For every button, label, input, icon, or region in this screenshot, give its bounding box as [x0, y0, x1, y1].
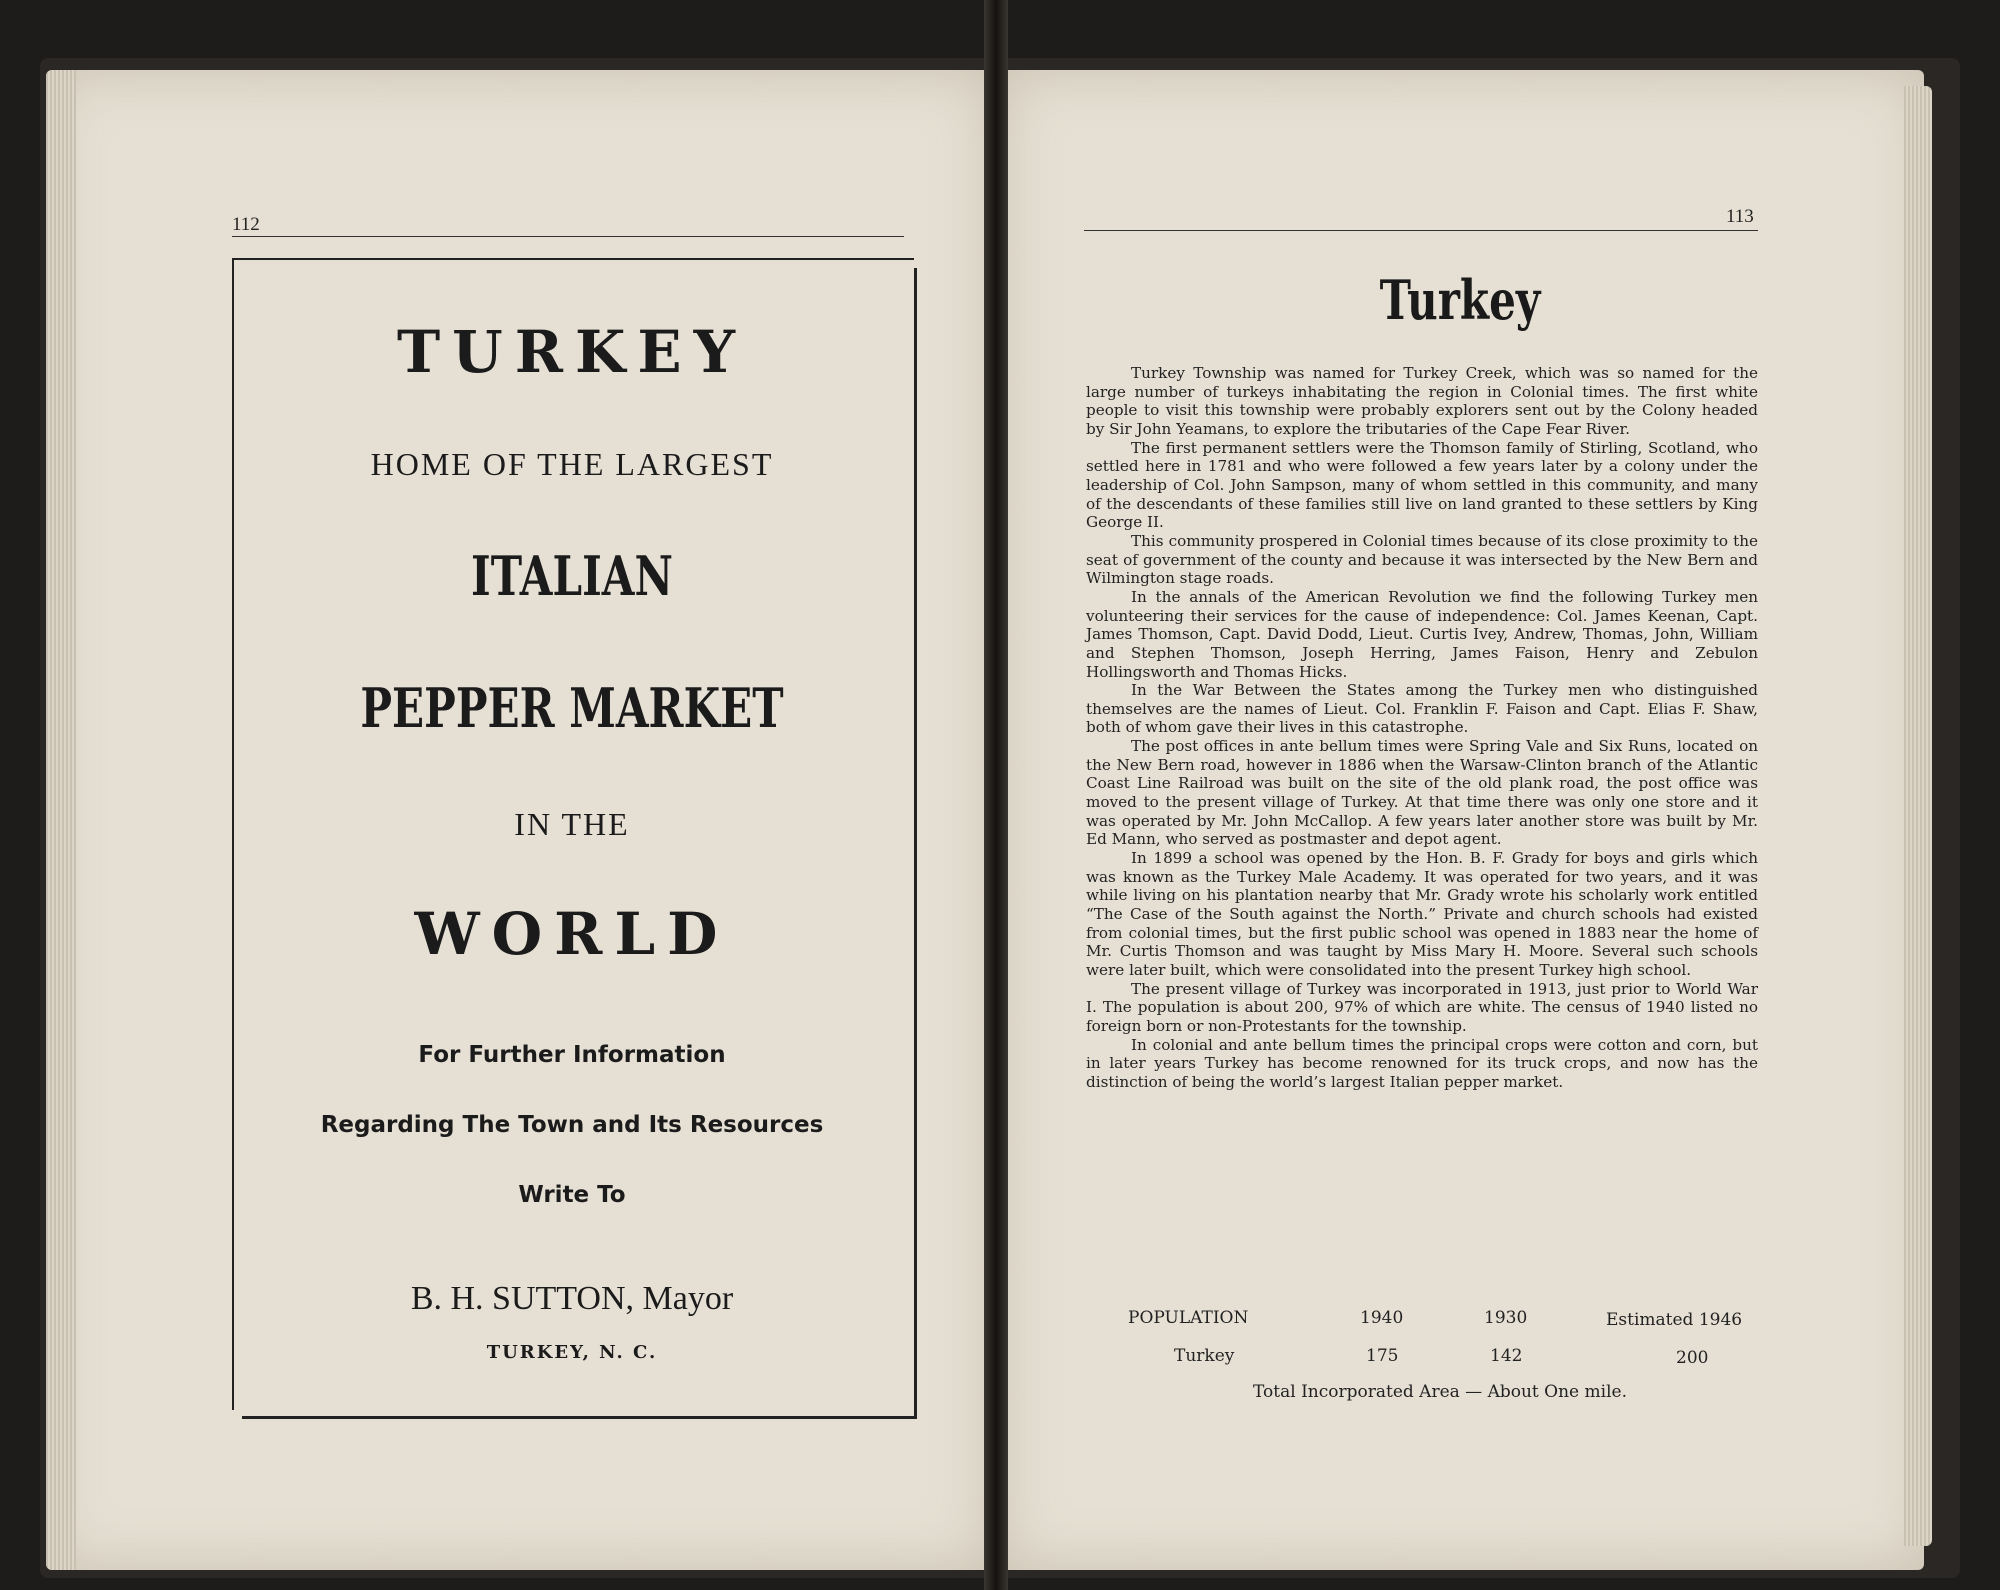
article-body — [1086, 364, 1758, 1092]
article-title: Turkey — [1379, 268, 1541, 332]
population-row-label: Turkey — [1174, 1346, 1235, 1366]
paragraph: The first permanent settlers were the Thomson family of Stirling, Scotland, who settled here in 1781 and who were followed a few years later by a colony under the leadership of Col. John Sampson, many of whom settled in this community, and many of the descendants of these families still live on land granted to these settlers by King George II. — [1086, 438, 1758, 532]
paragraph: In the annals of the American Revolution we find the following Turkey men volunteering their services for the cause of independence: Col. James Keenan, Capt. James Thomson, Capt. David Dodd, Lieut. Curtis Ivey, Andrew, Thomas, John, William and Stephen Thomson, Joseph Herring, James Faison, Henry and Zebulon Hollingsworth and Thomas Hicks. — [1086, 587, 1758, 681]
area-note: Total Incorporated Area — About One mile. — [1253, 1382, 1627, 1402]
population-label: POPULATION — [1128, 1308, 1249, 1328]
ad-world: WORLD — [414, 900, 730, 968]
population-value-1946: 200 — [1676, 1348, 1709, 1368]
ad-info-line: For Further Information — [418, 1042, 726, 1068]
ad-mayor-name: B. H. SUTTON, Mayor — [410, 1280, 734, 1317]
population-year-1946: Estimated 1946 — [1606, 1310, 1743, 1330]
advertisement-box-shadow — [242, 268, 917, 1419]
ad-title: TURKEY — [397, 318, 747, 386]
ad-pepper-market: PEPPER MARKET — [360, 676, 784, 740]
paragraph: The post offices in ante bellum times were Spring Vale and Six Runs, located on the New Bern road, however in 1886 when the Warsaw-Clinton branch of the Atlantic Coast Line Railroad was built on the site of the old plank road, the post office was moved to the present village of Turkey. At that time there was only one store and it was operated by Mr. John McCallop. A few years later another store was built by Mr. Ed Mann, who served as postmaster and depot agent. — [1086, 737, 1758, 849]
book-gutter — [984, 0, 1008, 1590]
ad-subtitle: HOME OF THE LARGEST — [370, 446, 774, 482]
paragraph: The present village of Turkey was incorporated in 1913, just prior to World War I. The population is about 200, 97% of which are white. The census of 1940 listed no foreign born or non-Protestants for the township. — [1086, 979, 1758, 1035]
left-header-rule — [232, 236, 904, 237]
population-year-1930: 1930 — [1484, 1308, 1528, 1328]
ad-in-the: IN THE — [514, 806, 630, 842]
population-value-1930: 142 — [1490, 1346, 1523, 1366]
paragraph: In colonial and ante bellum times the principal crops were cotton and corn, but in later years Turkey has become renowned for its truck crops, and now has the distinction of being the world’s largest Italian pepper market. — [1086, 1035, 1758, 1091]
population-value-1940: 175 — [1366, 1346, 1399, 1366]
paragraph: This community prospered in Colonial times because of its close proximity to the seat of government of the county and because it was intersected by the New Bern and Wilmington stage roads. — [1086, 531, 1758, 588]
paragraph: Turkey Township was named for Turkey Creek, which was so named for the large number of turkeys inhabitating the region in Colonial times. The first white people to visit this township were probably explorers sent out by the Colony headed by Sir John Yeamans, to explore the tributaries of the Cape Fear River. — [1086, 364, 1758, 438]
right-page-edges — [1904, 86, 1932, 1546]
ad-write-to: Write To — [518, 1182, 626, 1208]
ad-resources-line: Regarding The Town and Its Resources — [320, 1112, 824, 1138]
ad-location: TURKEY, N. C. — [486, 1342, 658, 1363]
left-page-edges — [46, 70, 76, 1570]
left-page-number: 112 — [232, 214, 260, 235]
paragraph: In the War Between the States among the Turkey men who distinguished themselves are the names of Lieut. Col. Franklin F. Faison and Capt. Elias F. Shaw, both of whom gave their lives in this catastrophe. — [1086, 681, 1758, 737]
right-header-rule — [1084, 230, 1758, 231]
ad-italian: ITALIAN — [471, 544, 673, 608]
right-page-number: 113 — [1726, 206, 1754, 227]
population-year-1940: 1940 — [1360, 1308, 1404, 1328]
paragraph: In 1899 a school was opened by the Hon. B. F. Grady for boys and girls which was known as the Turkey Male Academy. It was operated for two years, and it was while living on his plantation nearby that Mr. Grady wrote his scholarly work entitled “The Case of the South against the North.” Private and church schools had existed from colonial times, but the first public school was opened in 1883 near the home of Mr. Curtis Thomson and was taught by Miss Mary H. Moore. Several such schools were later built, which were consolidated into the present Turkey high school. — [1086, 849, 1758, 979]
